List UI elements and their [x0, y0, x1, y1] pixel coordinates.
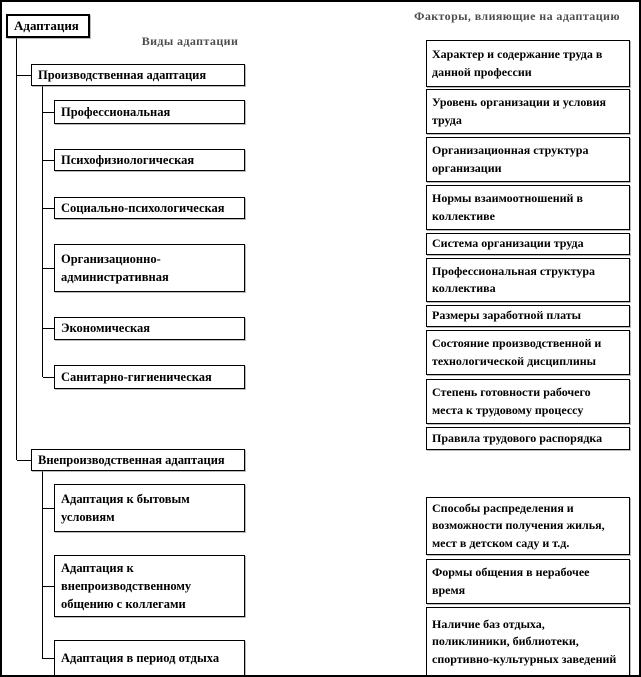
heading-adaptation-factors: Факторы, влияющие на адаптацию	[414, 9, 620, 23]
connector-stub-economic	[43, 328, 54, 329]
connector-root-trunk	[16, 38, 17, 460]
box-psychophysiological: Психофизиологическая	[54, 149, 245, 171]
factor-work-nature: Характер и содержание труда в данной профессии	[426, 40, 630, 87]
factor-workplace-readiness: Степень готовности рабочего места к трудовому процессу	[426, 379, 630, 424]
box-household-conditions: Адаптация к бытовым условиям	[54, 484, 245, 532]
connector-stub-household	[43, 508, 54, 509]
factor-relations-norms: Нормы взаимоотношений в коллективе	[426, 185, 630, 230]
factor-labor-rules: Правила трудового распорядка	[426, 427, 630, 450]
box-organizational-administrative: Организационно-административная	[54, 244, 245, 292]
connector-stub-psychophysiological	[43, 160, 54, 161]
heading-types-of-adaptation: Виды адаптации	[141, 34, 239, 48]
box-production-adaptation: Производственная адаптация	[31, 64, 245, 86]
box-rest-period-adaptation: Адаптация в период отдыха	[54, 640, 245, 677]
box-socio-psychological: Социально-психологическая	[54, 197, 245, 219]
connector-nonproduction-trunk	[42, 471, 43, 659]
factor-org-level-conditions: Уровень организации и условия труда	[426, 89, 630, 134]
factor-discipline-state: Состояние производственной и технологической дисциплины	[426, 330, 630, 375]
connector-stub-communication	[43, 586, 54, 587]
connector-stub-nonproduction	[17, 460, 31, 461]
connector-stub-socio-psychological	[43, 208, 54, 209]
factor-salary-size: Размеры заработной платы	[426, 305, 630, 327]
box-sanitary-hygienic: Санитарно-гигиеническая	[54, 365, 245, 389]
factor-recreation-facilities: Наличие баз отдыха, поликлиники, библиотеки, спортивно-культурных заведений	[426, 607, 630, 677]
box-nonwork-communication: Адаптация к внепроизводственному общению с коллегами	[54, 555, 245, 617]
box-nonproduction-adaptation: Внепроизводственная адаптация	[31, 449, 245, 471]
connector-stub-rest	[43, 658, 54, 659]
connector-stub-professional	[43, 112, 54, 113]
factor-org-structure: Организационная структура организации	[426, 137, 630, 182]
box-economic: Экономическая	[54, 317, 245, 340]
connector-production-trunk	[42, 86, 43, 377]
connector-stub-organizational	[43, 268, 54, 269]
root-box-adaptation: Адаптация	[6, 14, 90, 38]
connector-stub-production	[17, 75, 31, 76]
factor-offwork-communication: Формы общения в нерабочее время	[426, 559, 630, 604]
factor-housing-distribution: Способы распределения и возможности получения жилья, мест в детском саду и т.д.	[426, 497, 630, 555]
factor-professional-structure: Профессиональная структура коллектива	[426, 258, 630, 302]
factor-labor-org-system: Система организации труда	[426, 233, 630, 255]
box-professional: Профессиональная	[54, 100, 245, 124]
connector-stub-sanitary	[43, 377, 54, 378]
